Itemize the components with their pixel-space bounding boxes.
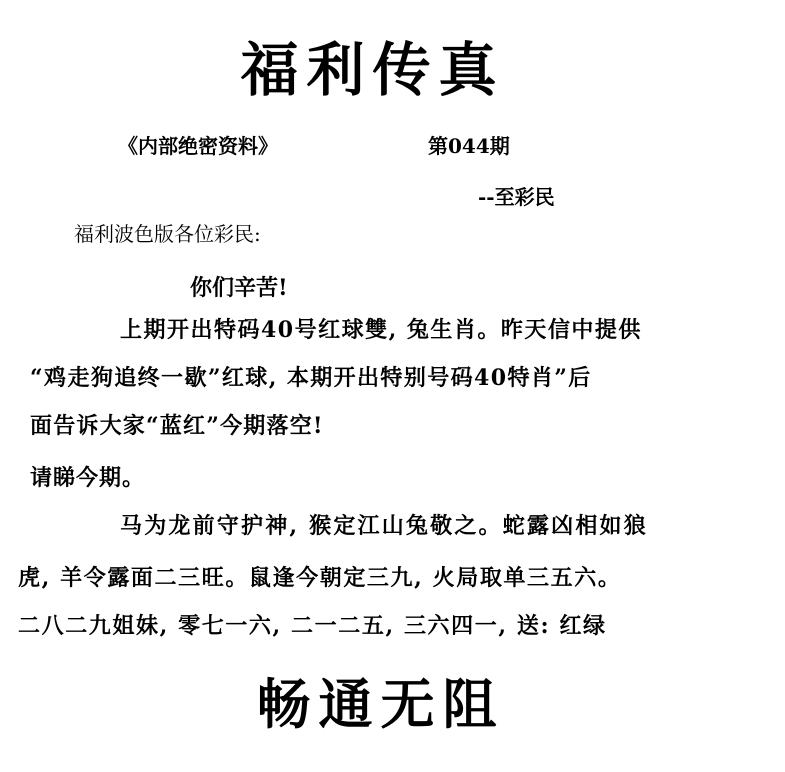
body-line: 面告诉大家“蓝红”今期落空! [30,413,324,439]
body-line: 二八二九姐妹, 零七一六, 二一二五, 三六四一, 送: 红绿 [18,613,607,639]
body-line: 请睇今期。 [30,465,146,491]
footer-slogan: 畅通无阻 [256,672,505,736]
body-line: 上期开出特码40号红球雙, 兔生肖。昨天信中提供 [120,317,642,343]
document-title: 福利传真 [240,36,505,104]
body-line: “鸡走狗追终一歇”红球, 本期开出特别号码40特肖”后 [30,365,592,391]
signature: --至彩民 [478,185,555,209]
body-line: 马为龙前守护神, 猴定江山兔敬之。蛇露凶相如狼 [120,513,648,539]
body-line: 虎, 羊令露面二三旺。鼠逢今朝定三九, 火局取单三五六。 [18,565,622,591]
confidential-label: 《内部绝密资料》 [118,134,278,158]
issue-number: 第044期 [428,134,510,158]
greeting: 福利波色版各位彩民: [74,222,261,246]
exclamation: 你们辛苦! [190,275,288,301]
